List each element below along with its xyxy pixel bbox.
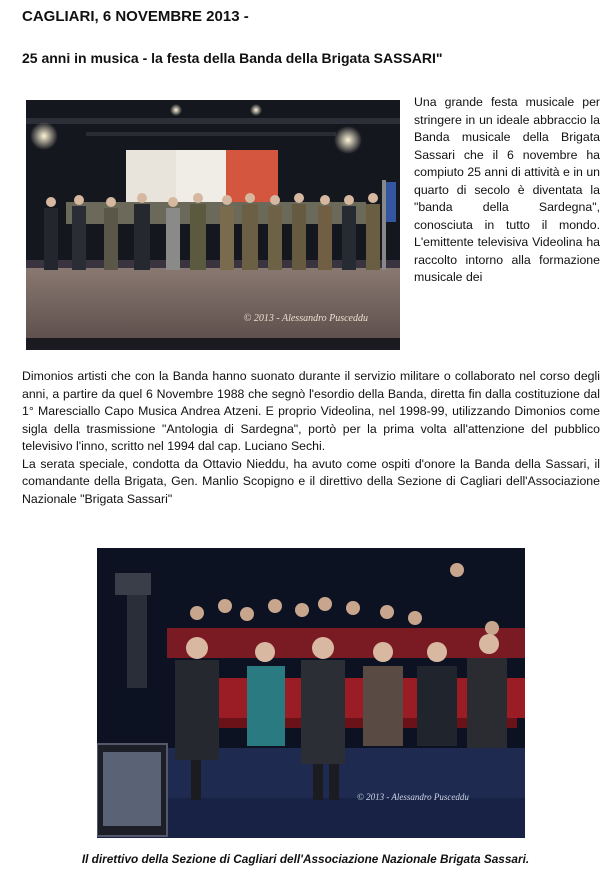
article-paragraph: Dimonios artisti che con la Banda hanno suonato durante il servizio militare o collaborato nel corso degli anni, a partire da quel 6 Novembre 1988 che segnò l'esordio della Banda, diretta fin dalla costituzione dal 1° Maresciallo Capo Musica Andrea Atzeni. E proprio Videolina, nel 1998-99, utilizzando Dimonios come sigla della trasmissione "Antologia di Sardegna", portò per la prima volta all'attenzione del pubblico televisivo l'inno, scritto nel 1994 dal cap. Luciano Sechi. [22, 369, 600, 453]
audience-photo-credit: © 2013 - Alessandro Pusceddu [357, 792, 469, 802]
stage-photo [26, 100, 400, 350]
photo-caption: Il direttivo della Sezione di Cagliari dell'Associazione Nazionale Brigata Sassari. [81, 852, 530, 866]
article-body [22, 368, 600, 508]
audience-photo [97, 548, 525, 838]
stage-photo-credit: © 2013 - Alessandro Pusceddu [243, 313, 368, 324]
article-paragraph: La serata speciale, condotta da Ottavio Nieddu, ha avuto come ospiti d'onore la Banda della Sassari, il comandante della Brigata, Gen. Manlio Scopigno e il direttivo della Sezione di Cagliari dell'Associazione Nazionale "Brigata Sassari" [22, 456, 600, 506]
article-headline: 25 anni in musica - la festa della Banda della Brigata SASSARI" [22, 50, 443, 66]
article-date: CAGLIARI, 6 NOVEMBRE 2013 - [22, 8, 249, 25]
article-intro-text: Una grande festa musicale per stringere in un ideale abbraccio la Banda musicale della Brigata Sassari che il 6 novembre ha compiuto 25 anni di attività e in un quarto di secolo è diventata la "banda della Sardegna", conosciuta in tutto il mondo. L'emittente televisiva Videolina ha raccolto intorno alla formazione musicale dei [414, 95, 600, 284]
